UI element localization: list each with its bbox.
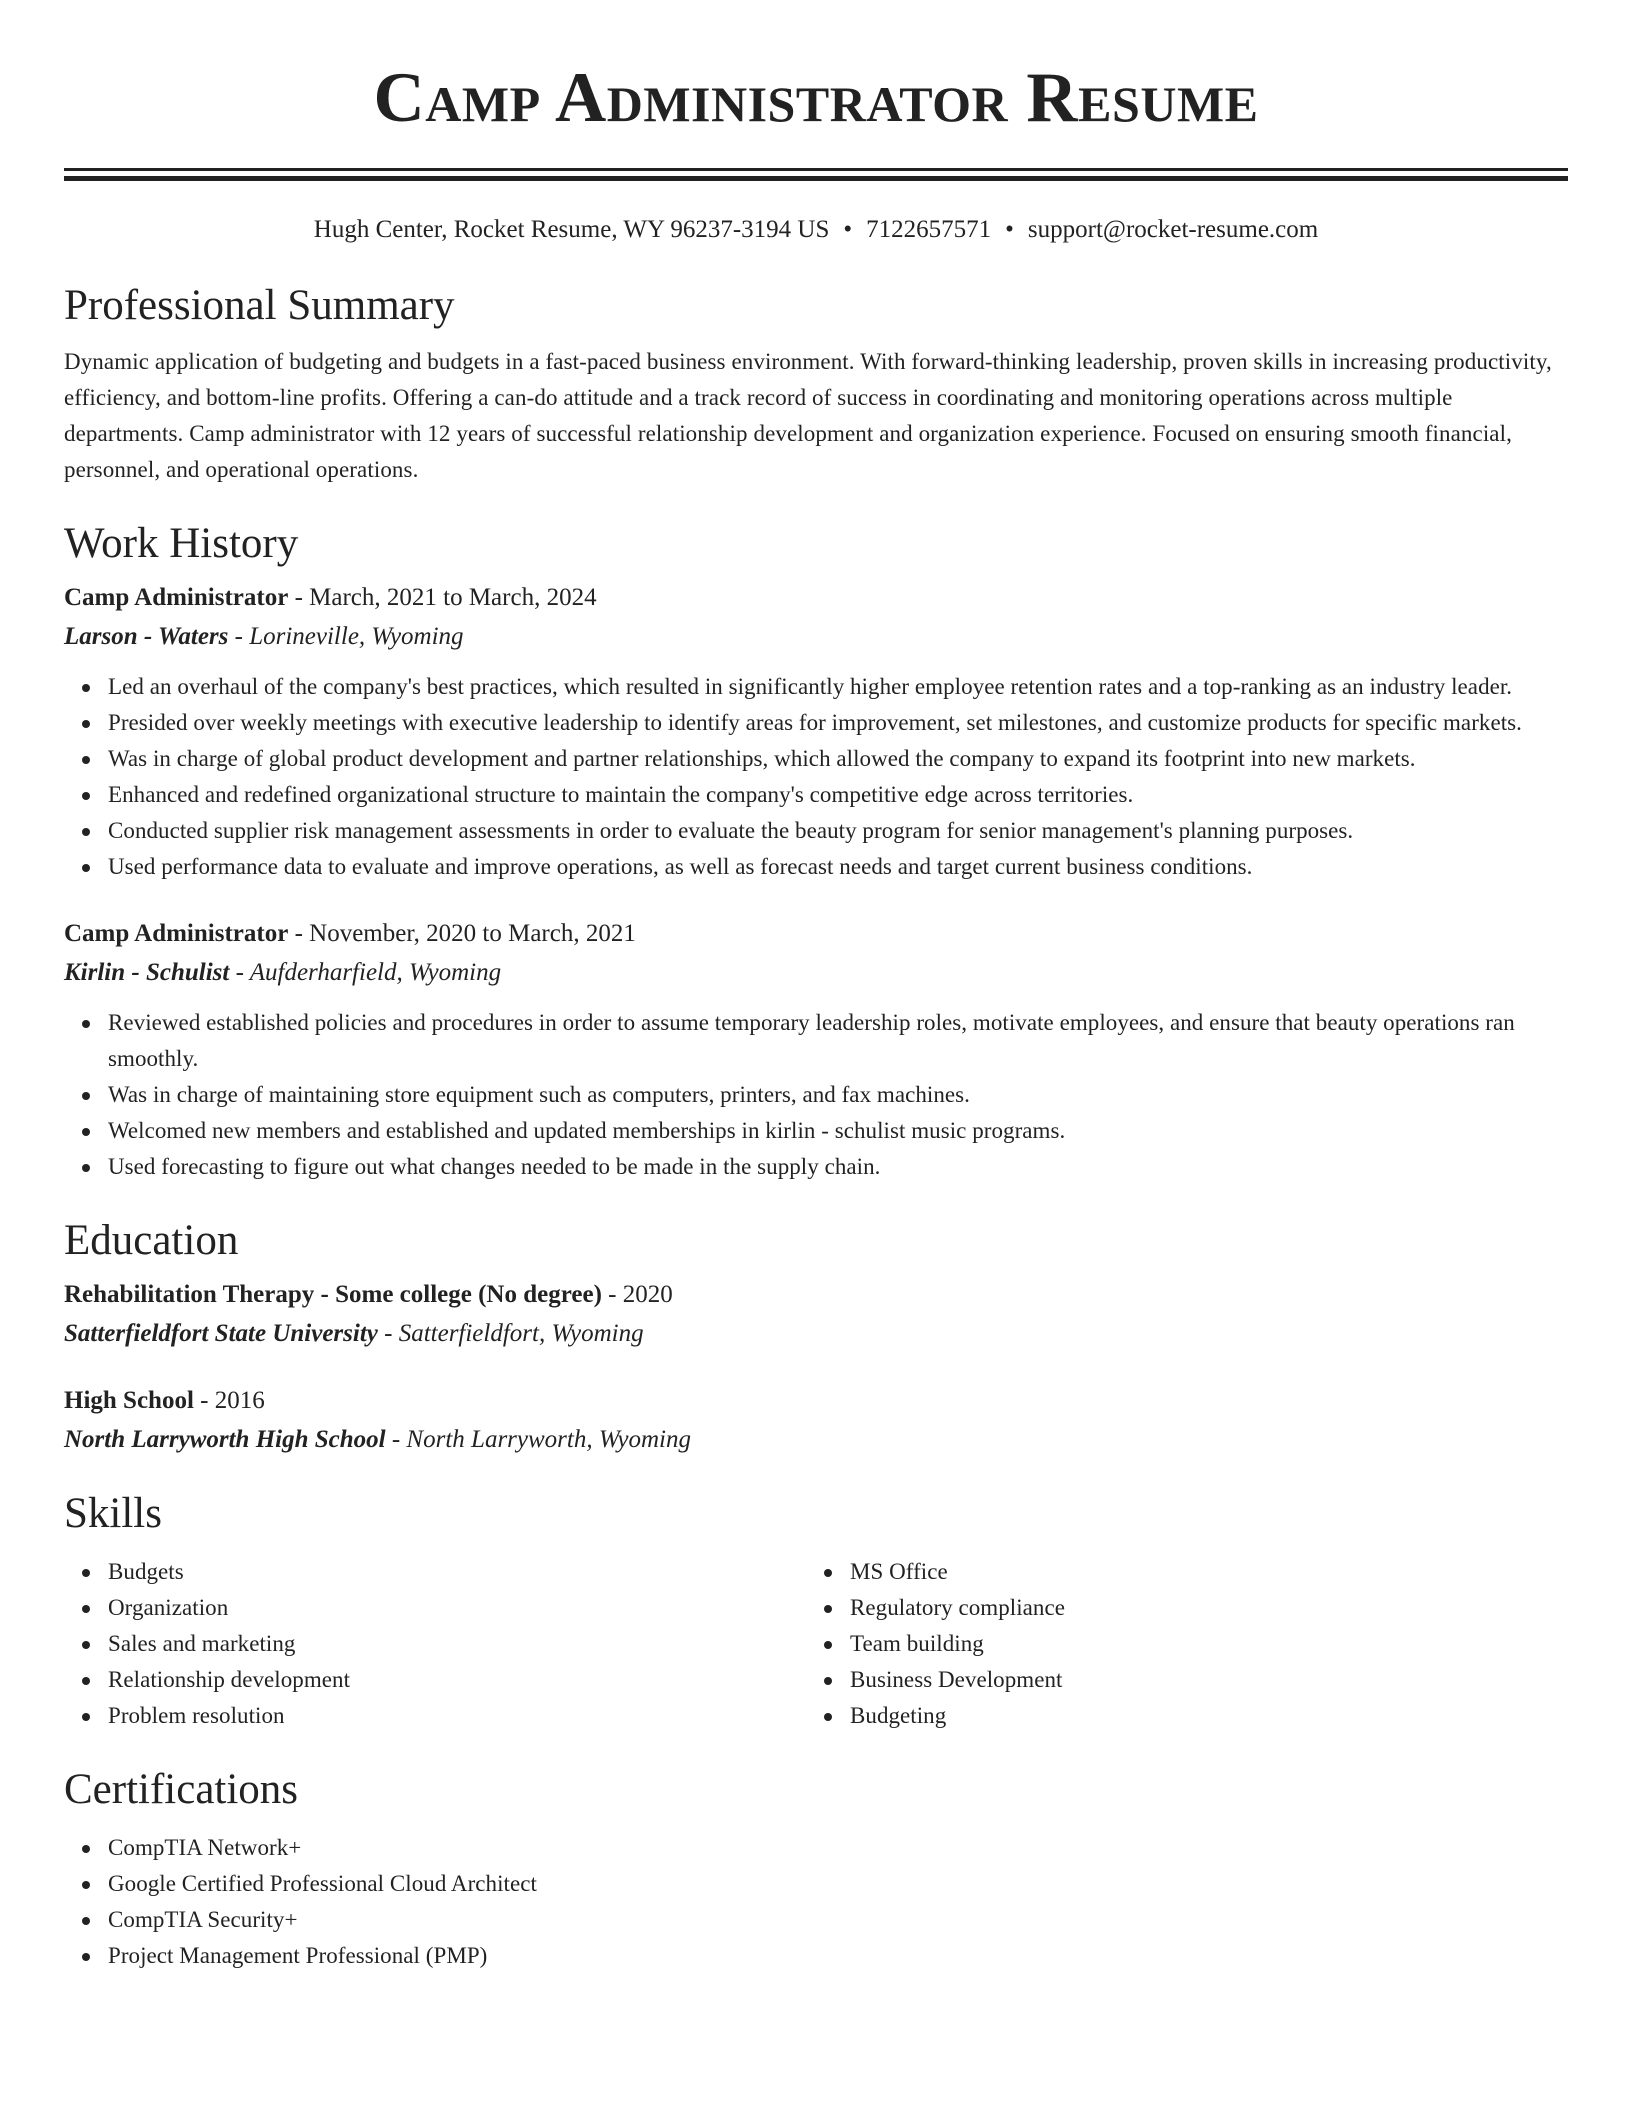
education-degree: High School [64,1387,194,1414]
summary-section [64,280,1568,488]
skills-section [64,1488,1568,1734]
job-title: Camp Administrator [64,920,289,947]
work-history-heading: Work History [64,520,299,567]
skill-item: Budgets [108,1554,806,1590]
education-year: - 2020 [601,1281,673,1308]
education-section [64,1215,1568,1458]
skill-item: Organization [108,1590,806,1626]
education-location: - Satterfieldfort, Wyoming [377,1320,644,1347]
title-divider-thick [64,176,1568,181]
skills-list-right [806,1554,1548,1734]
skill-item: Budgeting [850,1698,1548,1734]
skill-item: Business Development [850,1662,1548,1698]
skill-item: Regulatory compliance [850,1590,1548,1626]
summary-text: Dynamic application of budgeting and budgets in a fast-paced business environment. With forward-thinking leadership, proven skills in increasing productivity, efficiency, and bottom-line profits. Offering a can-do attitude and a track record of success in coordinating and monitoring operations across multiple departments. Camp administrator with 12 years of successful relationship development and organization experience. Focused on ensuring smooth financial, personnel, and operational operations. [64,349,1552,482]
job-bullet: Reviewed established policies and procedures in order to assume temporary leadership roles, motivate employees, and ensure that beauty operations ran smoothly. [108,1005,1568,1077]
job-bullet: Enhanced and redefined organizational structure to maintain the company's competitive edge across territories. [108,777,1568,813]
education-location: - North Larryworth, Wyoming [385,1426,691,1453]
job-location: - Lorineville, Wyoming [228,623,464,650]
education-school: Satterfieldfort State University [64,1320,378,1347]
job-bullet-list [64,669,1568,885]
title-divider-thin [64,168,1568,171]
job-bullet: Was in charge of global product development and partner relationships, which allowed the company to expand its footprint into new markets. [108,741,1568,777]
job-bullet: Led an overhaul of the company's best practices, which resulted in significantly higher employee retention rates and a top-ranking as an industry leader. [108,669,1568,705]
job-entry [64,580,1568,885]
certification-item: Google Certified Professional Cloud Architect [108,1866,1568,1902]
education-school-line [64,1316,1568,1352]
certification-item: Project Management Professional (PMP) [108,1938,1568,1974]
job-title-line [64,916,1568,952]
education-year: - 2016 [193,1387,265,1414]
certification-item: CompTIA Security+ [108,1902,1568,1938]
job-bullet-list [64,1005,1568,1185]
education-degree-line [64,1277,1568,1313]
education-entry [64,1277,1568,1352]
job-title-line [64,580,1568,616]
contact-separator: • [1005,216,1014,243]
contact-line [64,215,1568,245]
contact-phone: 7122657571 [866,216,992,243]
skills-heading: Skills [64,1490,162,1537]
resume-page [64,0,1568,1974]
job-bullet: Was in charge of maintaining store equipment such as computers, printers, and fax machines. [108,1077,1568,1113]
job-title: Camp Administrator [64,584,289,611]
job-bullet: Used forecasting to figure out what changes needed to be made in the supply chain. [108,1149,1568,1185]
skill-item: Team building [850,1626,1548,1662]
job-company: Larson - Waters [64,623,229,650]
job-company: Kirlin - Schulist [64,959,230,986]
skill-item: Sales and marketing [108,1626,806,1662]
contact-email: support@rocket-resume.com [1027,216,1319,243]
job-bullet: Presided over weekly meetings with executive leadership to identify areas for improvement, set milestones, and customize products for specific markets. [108,705,1568,741]
skills-list-left [64,1554,806,1734]
certifications-list [64,1830,1568,1974]
job-bullet: Used performance data to evaluate and improve operations, as well as forecast needs and target current business conditions. [108,849,1568,885]
job-location: - Aufderharfield, Wyoming [229,959,502,986]
contact-separator: • [843,216,853,243]
job-dates: - November, 2020 to March, 2021 [288,920,636,947]
education-school-line [64,1422,1568,1458]
job-bullet: Welcomed new members and established and updated memberships in kirlin - schulist music programs. [108,1113,1568,1149]
skill-item: Relationship development [108,1662,806,1698]
certifications-heading: Certifications [64,1766,299,1813]
certifications-section [64,1764,1568,1974]
education-entry [64,1383,1568,1458]
skills-grid [64,1540,1568,1734]
education-degree-line [64,1383,1568,1419]
contact-address: Hugh Center, Rocket Resume, WY 96237-3194 US [313,216,830,243]
resume-title: Camp Administrator Resume [373,59,1259,137]
job-dates: - March, 2021 to March, 2024 [288,584,597,611]
skill-item: Problem resolution [108,1698,806,1734]
job-entry [64,916,1568,1185]
education-school: North Larryworth High School [64,1426,386,1453]
education-degree: Rehabilitation Therapy - Some college (No degree) [64,1281,602,1308]
certification-item: CompTIA Network+ [108,1830,1568,1866]
job-company-line [64,619,1568,655]
work-history-section [64,518,1568,1185]
job-bullet: Conducted supplier risk management assessments in order to evaluate the beauty program for senior management's planning purposes. [108,813,1568,849]
job-company-line [64,955,1568,991]
skill-item: MS Office [850,1554,1548,1590]
education-heading: Education [64,1217,239,1264]
summary-heading: Professional Summary [64,282,455,329]
